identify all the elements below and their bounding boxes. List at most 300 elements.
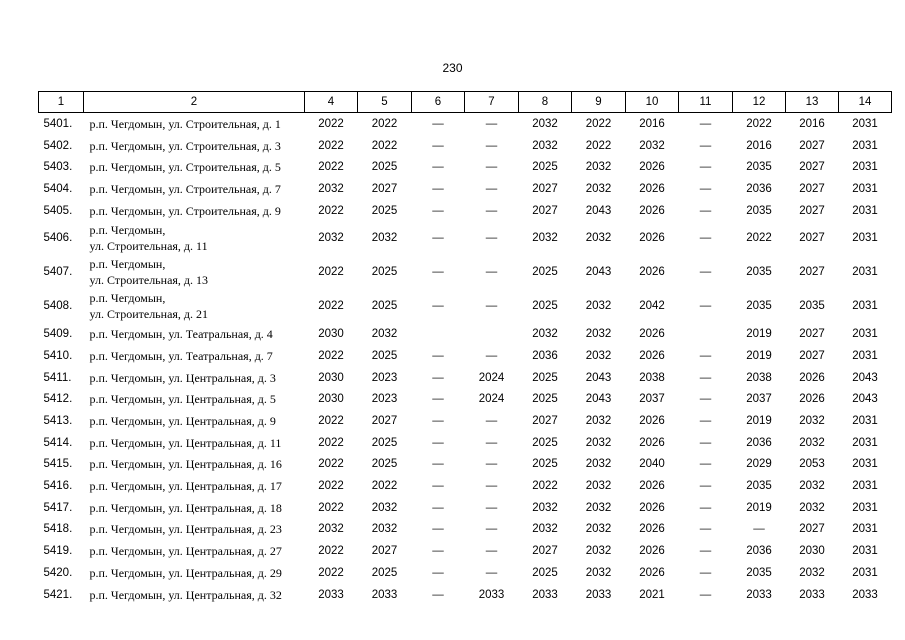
cell-text: 2027 <box>799 266 825 279</box>
year-cell <box>679 135 733 157</box>
cell-text: — <box>432 266 444 279</box>
year-cell <box>412 255 465 289</box>
cell-text: 2035 <box>746 266 772 279</box>
cell-text: 2030 <box>318 393 344 406</box>
year-cell <box>519 475 572 497</box>
cell-text: — <box>485 232 498 245</box>
year-cell <box>786 584 839 606</box>
row-number-cell <box>39 156 84 178</box>
year-cell <box>626 178 679 200</box>
address-cell <box>84 497 305 519</box>
year-cell <box>679 519 733 541</box>
address-text: р.п. Чегдомын, ул. Строительная, д. 9 <box>89 203 281 218</box>
table-row <box>39 410 892 432</box>
cell-text: 2022 <box>318 480 344 493</box>
year-cell <box>305 345 358 367</box>
cell-text: 5401. <box>43 117 73 130</box>
column-header: 10 <box>626 92 679 113</box>
cell-text: 2033 <box>746 588 772 601</box>
cell-text: 2019 <box>746 349 772 362</box>
year-cell <box>679 367 733 389</box>
cell-text: 2031 <box>852 161 878 174</box>
address-text: р.п. Чегдомын, ул. Театральная, д. 4 <box>89 327 273 342</box>
year-cell <box>839 135 892 157</box>
cell-text: — <box>432 458 444 471</box>
cell-text: 2036 <box>532 349 558 362</box>
year-cell <box>572 475 626 497</box>
year-cell <box>412 113 465 135</box>
year-cell <box>412 562 465 584</box>
year-cell <box>786 200 839 222</box>
cell-text: 2032 <box>318 523 344 536</box>
address-cell <box>84 289 305 323</box>
table-row <box>39 562 892 584</box>
cell-text: 2032 <box>585 501 612 514</box>
address-cell <box>84 519 305 541</box>
column-header: 8 <box>519 92 572 113</box>
cell-text: 2027 <box>532 204 558 217</box>
cell-text: 2027 <box>799 161 825 174</box>
cell-text: 2032 <box>532 139 558 152</box>
year-cell <box>305 432 358 454</box>
cell-text: — <box>432 566 444 579</box>
cell-text: 2025 <box>371 161 398 174</box>
cell-text: 2035 <box>746 480 772 493</box>
year-cell <box>358 432 412 454</box>
address-text: р.п. Чегдомын, ул. Строительная, д. 1 <box>89 116 281 131</box>
cell-text: 2026 <box>639 415 665 428</box>
address-text: р.п. Чегдомын, ул. Центральная, д. 16 <box>89 457 282 472</box>
year-cell <box>305 584 358 606</box>
year-cell <box>626 389 679 411</box>
table-row <box>39 255 892 289</box>
table-row <box>39 156 892 178</box>
column-header: 4 <box>305 92 358 113</box>
cell-text: 2035 <box>746 300 772 313</box>
year-cell <box>839 200 892 222</box>
cell-text: 2031 <box>852 232 878 245</box>
year-cell <box>412 432 465 454</box>
cell-text: 2025 <box>532 266 558 279</box>
cell-text: 2019 <box>746 501 772 514</box>
cell-text: 2032 <box>799 501 825 514</box>
cell-text: — <box>485 266 498 279</box>
year-cell <box>519 135 572 157</box>
cell-text: — <box>485 480 498 493</box>
cell-text: 2032 <box>799 566 825 579</box>
row-number-cell <box>39 289 84 323</box>
year-cell <box>358 562 412 584</box>
address-cell <box>84 562 305 584</box>
year-cell <box>572 584 626 606</box>
cell-text: 2032 <box>799 415 825 428</box>
cell-text: 2043 <box>585 393 612 406</box>
year-cell <box>305 497 358 519</box>
table-row <box>39 475 892 497</box>
year-cell <box>733 497 786 519</box>
cell-text: 2027 <box>799 204 825 217</box>
year-cell <box>572 255 626 289</box>
cell-text: — <box>485 300 498 313</box>
year-cell <box>733 221 786 255</box>
address-cell <box>84 584 305 606</box>
year-cell <box>679 562 733 584</box>
cell-text: 2031 <box>852 204 878 217</box>
cell-text: — <box>432 545 444 558</box>
year-cell <box>786 178 839 200</box>
cell-text: 2031 <box>852 436 878 449</box>
cell-text: — <box>432 182 444 195</box>
address-text: р.п. Чегдомын, ул. Центральная, д. 27 <box>89 544 282 559</box>
cell-text: 2026 <box>639 349 665 362</box>
year-cell <box>465 178 519 200</box>
cell-text: 2036 <box>746 436 772 449</box>
row-number-cell <box>39 113 84 135</box>
cell-text: — <box>753 523 765 536</box>
cell-text: — <box>699 161 712 174</box>
cell-text: — <box>699 182 712 195</box>
cell-text: — <box>699 566 712 579</box>
year-cell <box>839 540 892 562</box>
row-number-cell <box>39 345 84 367</box>
year-cell <box>412 497 465 519</box>
cell-text: 2033 <box>585 588 612 601</box>
schedule-table <box>38 91 892 605</box>
cell-text: 2025 <box>371 436 398 449</box>
year-cell <box>412 345 465 367</box>
cell-text: 2032 <box>585 161 612 174</box>
cell-text: — <box>699 545 712 558</box>
cell-text: 2022 <box>318 300 344 313</box>
cell-text: 5404. <box>43 182 73 195</box>
cell-text: — <box>699 588 712 601</box>
cell-text: 2025 <box>532 300 558 313</box>
cell-text: 2032 <box>371 523 398 536</box>
cell-text: — <box>699 393 712 406</box>
cell-text: 2025 <box>371 266 398 279</box>
address-text: р.п. Чегдомын, ул. Центральная, д. 3 <box>89 370 276 385</box>
year-cell <box>733 113 786 135</box>
table-row <box>39 345 892 367</box>
year-cell <box>572 156 626 178</box>
year-cell <box>305 135 358 157</box>
cell-text: 5415. <box>43 458 73 471</box>
year-cell <box>679 497 733 519</box>
year-cell <box>358 323 412 345</box>
year-cell <box>519 519 572 541</box>
cell-text: 2027 <box>532 415 558 428</box>
cell-text: 2022 <box>318 566 344 579</box>
year-cell <box>572 178 626 200</box>
cell-text: 2032 <box>371 232 398 245</box>
cell-text: 2026 <box>639 523 665 536</box>
cell-text: 2029 <box>746 458 772 471</box>
cell-text: 2022 <box>318 415 344 428</box>
year-cell <box>626 367 679 389</box>
year-cell <box>412 289 465 323</box>
cell-text: 2033 <box>371 588 398 601</box>
column-header: 13 <box>786 92 839 113</box>
year-cell <box>626 454 679 476</box>
cell-text: 2026 <box>639 480 665 493</box>
cell-text: 2031 <box>852 182 878 195</box>
year-cell <box>572 345 626 367</box>
year-cell <box>786 135 839 157</box>
cell-text: 2032 <box>585 232 612 245</box>
year-cell <box>733 200 786 222</box>
year-cell <box>519 410 572 432</box>
year-cell <box>305 540 358 562</box>
year-cell <box>519 432 572 454</box>
year-cell <box>786 475 839 497</box>
year-cell <box>572 289 626 323</box>
year-cell <box>679 540 733 562</box>
cell-text: — <box>485 161 498 174</box>
table-row <box>39 540 892 562</box>
address-cell <box>84 432 305 454</box>
year-cell <box>519 289 572 323</box>
cell-text: 2022 <box>746 117 772 130</box>
address-cell <box>84 454 305 476</box>
cell-text: 2027 <box>799 139 825 152</box>
cell-text: 2022 <box>318 349 344 362</box>
cell-text: 2032 <box>585 182 612 195</box>
year-cell <box>786 323 839 345</box>
year-cell <box>305 562 358 584</box>
cell-text: 2026 <box>639 232 665 245</box>
year-cell <box>786 432 839 454</box>
year-cell <box>572 389 626 411</box>
cell-text: — <box>432 161 444 174</box>
year-cell <box>572 410 626 432</box>
year-cell <box>305 156 358 178</box>
cell-text: — <box>699 232 712 245</box>
cell-text: 2032 <box>318 232 344 245</box>
cell-text: 2022 <box>318 117 344 130</box>
year-cell <box>465 323 519 345</box>
cell-text: — <box>485 117 498 130</box>
address-cell <box>84 410 305 432</box>
address-cell <box>84 135 305 157</box>
cell-text: 2032 <box>799 480 825 493</box>
year-cell <box>839 410 892 432</box>
year-cell <box>839 323 892 345</box>
cell-text: — <box>699 501 712 514</box>
row-number-cell <box>39 135 84 157</box>
cell-text: 2031 <box>852 300 878 313</box>
year-cell <box>465 389 519 411</box>
cell-text: — <box>432 415 444 428</box>
cell-text: — <box>699 415 712 428</box>
year-cell <box>358 255 412 289</box>
year-cell <box>733 255 786 289</box>
cell-text: — <box>699 204 712 217</box>
year-cell <box>465 519 519 541</box>
year-cell <box>465 367 519 389</box>
year-cell <box>572 519 626 541</box>
cell-text: 2022 <box>318 545 344 558</box>
year-cell <box>519 221 572 255</box>
address-text: р.п. Чегдомын, ул. Центральная, д. 32 <box>89 587 282 602</box>
year-cell <box>358 221 412 255</box>
cell-text: 2027 <box>799 232 825 245</box>
year-cell <box>305 178 358 200</box>
cell-text: 5416. <box>43 480 73 493</box>
row-number-cell <box>39 221 84 255</box>
year-cell <box>465 584 519 606</box>
cell-text: — <box>485 436 498 449</box>
year-cell <box>679 389 733 411</box>
cell-text: 2026 <box>639 501 665 514</box>
cell-text: 2016 <box>799 117 825 130</box>
year-cell <box>679 410 733 432</box>
year-cell <box>839 289 892 323</box>
year-cell <box>305 255 358 289</box>
year-cell <box>733 410 786 432</box>
year-cell <box>358 135 412 157</box>
cell-text: 2019 <box>746 415 772 428</box>
cell-text: 2025 <box>532 436 558 449</box>
cell-text: 2037 <box>639 393 665 406</box>
cell-text: 5402. <box>43 139 73 152</box>
year-cell <box>519 497 572 519</box>
year-cell <box>839 519 892 541</box>
cell-text: 2032 <box>585 300 612 313</box>
year-cell <box>358 367 412 389</box>
table-row <box>39 519 892 541</box>
year-cell <box>465 562 519 584</box>
cell-text: 2026 <box>799 371 825 384</box>
cell-text: 2043 <box>585 204 612 217</box>
year-cell <box>305 221 358 255</box>
year-cell <box>412 519 465 541</box>
year-cell <box>519 200 572 222</box>
cell-text: 2053 <box>799 458 825 471</box>
year-cell <box>465 289 519 323</box>
cell-text: — <box>485 204 498 217</box>
cell-text: — <box>699 266 712 279</box>
year-cell <box>839 255 892 289</box>
year-cell <box>733 389 786 411</box>
cell-text: 2024 <box>478 371 505 384</box>
cell-text: 2023 <box>371 371 398 384</box>
year-cell <box>733 454 786 476</box>
cell-text: 2025 <box>532 566 558 579</box>
year-cell <box>572 562 626 584</box>
year-cell <box>572 323 626 345</box>
address-cell <box>84 367 305 389</box>
year-cell <box>786 540 839 562</box>
year-cell <box>626 156 679 178</box>
year-cell <box>626 584 679 606</box>
year-cell <box>626 562 679 584</box>
year-cell <box>679 255 733 289</box>
year-cell <box>733 584 786 606</box>
year-cell <box>465 410 519 432</box>
row-number-cell <box>39 255 84 289</box>
column-header: 1 <box>39 92 84 113</box>
year-cell <box>839 389 892 411</box>
address-text: р.п. Чегдомын, <box>89 257 166 272</box>
year-cell <box>786 221 839 255</box>
cell-text: 2043 <box>585 371 612 384</box>
address-text: р.п. Чегдомын, ул. Центральная, д. 9 <box>89 414 276 429</box>
cell-text: 2032 <box>318 182 344 195</box>
year-cell <box>733 178 786 200</box>
table-row <box>39 432 892 454</box>
address-text: ул. Строительная, д. 13 <box>89 273 209 288</box>
year-cell <box>733 323 786 345</box>
cell-text: 5420. <box>43 566 73 579</box>
year-cell <box>679 113 733 135</box>
cell-text: 5412. <box>43 393 73 406</box>
address-text: р.п. Чегдомын, <box>89 223 166 238</box>
year-cell <box>358 389 412 411</box>
year-cell <box>626 519 679 541</box>
column-header: 2 <box>84 92 305 113</box>
year-cell <box>626 255 679 289</box>
address-cell <box>84 345 305 367</box>
year-cell <box>733 289 786 323</box>
year-cell <box>412 389 465 411</box>
year-cell <box>572 540 626 562</box>
cell-text: 2031 <box>852 415 878 428</box>
cell-text: 2025 <box>371 204 398 217</box>
cell-text: — <box>699 371 712 384</box>
year-cell <box>679 221 733 255</box>
address-cell <box>84 156 305 178</box>
row-number-cell <box>39 497 84 519</box>
year-cell <box>679 454 733 476</box>
cell-text: — <box>485 415 498 428</box>
year-cell <box>839 475 892 497</box>
cell-text: 2022 <box>585 117 612 130</box>
year-cell <box>412 323 465 345</box>
cell-text: 2043 <box>585 266 612 279</box>
cell-text: 2022 <box>371 117 398 130</box>
cell-text: 2027 <box>532 545 558 558</box>
year-cell <box>679 323 733 345</box>
cell-text: 2031 <box>852 349 878 362</box>
year-cell <box>839 178 892 200</box>
cell-text: 2033 <box>852 588 878 601</box>
year-cell <box>839 221 892 255</box>
cell-text: 2037 <box>746 393 772 406</box>
address-text: р.п. Чегдомын, ул. Центральная, д. 5 <box>89 392 276 407</box>
year-cell <box>786 562 839 584</box>
column-header: 12 <box>733 92 786 113</box>
cell-text: 2027 <box>371 545 398 558</box>
year-cell <box>519 113 572 135</box>
cell-text: 2016 <box>639 117 665 130</box>
year-cell <box>733 345 786 367</box>
row-number-cell <box>39 367 84 389</box>
table-body <box>39 113 892 606</box>
cell-text: 2032 <box>585 458 612 471</box>
year-cell <box>786 345 839 367</box>
year-cell <box>839 497 892 519</box>
year-cell <box>358 475 412 497</box>
year-cell <box>679 200 733 222</box>
cell-text: — <box>485 566 498 579</box>
year-cell <box>626 221 679 255</box>
address-text: р.п. Чегдомын, ул. Центральная, д. 18 <box>89 500 282 515</box>
cell-text: 2031 <box>852 523 878 536</box>
cell-text: 2027 <box>799 349 825 362</box>
year-cell <box>412 156 465 178</box>
cell-text: — <box>432 371 444 384</box>
row-number-cell <box>39 323 84 345</box>
